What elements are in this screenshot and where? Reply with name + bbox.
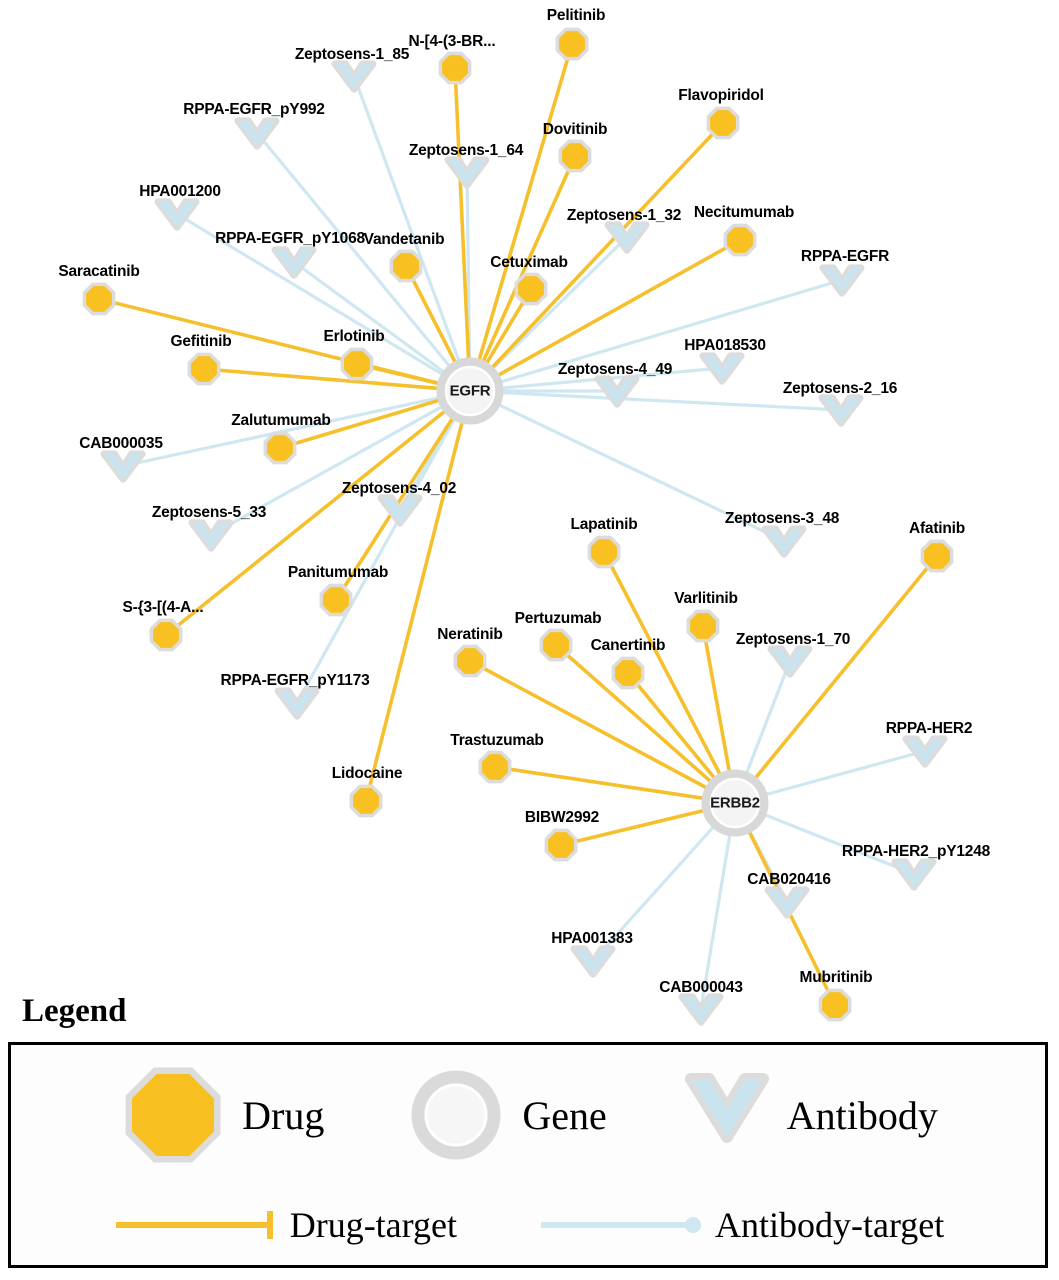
antibody-node-icon — [681, 1063, 773, 1167]
legend-title: Legend — [22, 993, 127, 1029]
legend-label-antibody: Antibody — [786, 1092, 938, 1138]
drug-node-label: Pelitinib — [546, 7, 606, 24]
drug-node[interactable] — [543, 632, 569, 658]
antibody-node-label: Zeptosens-3_48 — [724, 510, 840, 527]
drug-node[interactable] — [353, 788, 379, 814]
drug-node-label: BIBW2992 — [524, 809, 600, 826]
antibody-node-label: RPPA-EGFR_pY1173 — [220, 672, 370, 689]
legend-label-antibody-target: Antibody-target — [714, 1205, 945, 1245]
drug-node-label: Lidocaine — [331, 765, 403, 782]
antibody-node-label: HPA018530 — [684, 337, 766, 354]
legend-label-drug-target: Drug-target — [289, 1205, 457, 1245]
drug-node-label: S-{3-[(4-A... — [122, 599, 204, 616]
drug-node[interactable] — [559, 31, 585, 57]
antibody-node-label: RPPA-EGFR_pY1068 — [215, 230, 365, 247]
drug-node[interactable] — [690, 613, 716, 639]
drug-node-label: Zalutumumab — [231, 412, 331, 429]
antibody-node[interactable] — [771, 649, 809, 674]
drug-node[interactable] — [482, 754, 508, 780]
drug-node-label: Cetuximab — [490, 254, 568, 271]
drug-node-label: Necitumumab — [693, 204, 795, 221]
antibody-node[interactable] — [822, 398, 860, 423]
drug-node[interactable] — [393, 253, 419, 279]
antibody-node[interactable] — [765, 529, 803, 554]
legend-label-drug: Drug — [242, 1092, 325, 1138]
antibody-node-label: HPA001200 — [139, 183, 221, 200]
drug-node-label: Panitumumab — [287, 564, 389, 581]
antibody-node[interactable] — [238, 121, 276, 146]
antibody-node-label: CAB020416 — [747, 871, 831, 888]
antibody-node-label: HPA001383 — [551, 930, 633, 947]
drug-node[interactable] — [267, 435, 293, 461]
drug-node-label: Erlotinib — [323, 328, 385, 345]
drug-target-edge-icon — [112, 1205, 282, 1245]
drug-node-label: Pertuzumab — [514, 610, 602, 627]
legend-item-drug-target-edge — [112, 1204, 457, 1246]
drug-target-edge — [476, 44, 572, 370]
drug-node[interactable] — [191, 356, 217, 382]
antibody-node[interactable] — [335, 64, 373, 89]
drug-node[interactable] — [615, 660, 641, 686]
antibody-target-edge — [297, 410, 459, 703]
gene-node-label: EGFR — [449, 382, 491, 400]
drug-node[interactable] — [924, 543, 950, 569]
antibody-target-edge — [354, 76, 462, 370]
legend-label-gene: Gene — [522, 1092, 607, 1138]
antibody-node-label: Zeptosens-4_49 — [557, 361, 673, 378]
antibody-node[interactable] — [823, 268, 861, 293]
legend-box — [8, 1042, 1048, 1268]
drug-node-label: Neratinib — [437, 626, 503, 643]
drug-node-label: Afatinib — [908, 520, 966, 537]
legend-item-antibody — [681, 1063, 938, 1167]
drug-node-label: Lapatinib — [570, 516, 638, 533]
antibody-node-label: Zeptosens-1_85 — [294, 46, 410, 63]
antibody-node[interactable] — [608, 225, 646, 250]
drug-node[interactable] — [153, 622, 179, 648]
drug-target-edge — [749, 556, 937, 786]
gene-node-icon — [404, 1063, 508, 1167]
antibody-node[interactable] — [192, 523, 230, 548]
drug-node[interactable] — [710, 110, 736, 136]
drug-node-label: Dovitinib — [542, 121, 608, 138]
drug-node-label: Mubritinib — [799, 969, 873, 986]
drug-node[interactable] — [323, 587, 349, 613]
drug-node[interactable] — [548, 832, 574, 858]
drug-node[interactable] — [591, 539, 617, 565]
antibody-node-label: CAB000043 — [659, 979, 743, 996]
antibody-node-label: Zeptosens-1_32 — [566, 207, 682, 224]
antibody-target-edge — [756, 751, 925, 797]
drug-node[interactable] — [822, 992, 848, 1018]
antibody-node[interactable] — [906, 739, 944, 764]
antibody-node[interactable] — [895, 862, 933, 887]
legend-item-drug — [118, 1060, 324, 1170]
drug-node-label: N-[4-(3-BR... — [408, 33, 496, 50]
drug-node-icon — [118, 1060, 228, 1170]
antibody-node[interactable] — [278, 691, 316, 716]
antibody-node[interactable] — [703, 356, 741, 381]
drug-node[interactable] — [86, 286, 112, 312]
antibody-node-label: RPPA-EGFR_pY992 — [183, 101, 325, 118]
antibody-node-label: Zeptosens-5_33 — [151, 504, 267, 521]
antibody-node[interactable] — [104, 454, 142, 479]
drug-node-label: Varlitinib — [674, 590, 738, 607]
drug-node-label: Gefitinib — [170, 333, 232, 350]
legend-item-gene — [404, 1063, 606, 1167]
antibody-node-label: RPPA-HER2 — [885, 720, 973, 737]
antibody-node-label: Zeptosens-1_64 — [408, 142, 524, 159]
gene-node-label: ERBB2 — [710, 794, 760, 812]
drug-node[interactable] — [518, 276, 544, 302]
drug-node-label: Flavopiridol — [678, 87, 764, 104]
drug-node[interactable] — [442, 55, 468, 81]
antibody-node-label: Zeptosens-1_70 — [735, 631, 851, 648]
drug-node[interactable] — [727, 227, 753, 253]
drug-node-label: Vandetanib — [363, 231, 445, 248]
drug-node-label: Trastuzumab — [450, 732, 544, 749]
legend-item-antibody-target-edge — [537, 1204, 944, 1246]
drug-node[interactable] — [562, 143, 588, 169]
drug-node-label: Canertinib — [590, 637, 666, 654]
antibody-node-label: CAB000035 — [79, 435, 163, 452]
drug-target-edge — [703, 626, 731, 781]
antibody-node[interactable] — [448, 160, 486, 185]
drug-target-edge — [204, 369, 448, 389]
antibody-target-edge-icon — [537, 1205, 707, 1245]
drug-node-label: Saracatinib — [58, 263, 140, 280]
drug-node[interactable] — [344, 351, 370, 377]
antibody-node[interactable] — [768, 890, 806, 915]
antibody-node-label: Zeptosens-4_02 — [341, 480, 457, 497]
antibody-node-label: RPPA-HER2_pY1248 — [841, 843, 991, 860]
antibody-node-label: Zeptosens-2_16 — [782, 380, 898, 397]
drug-node[interactable] — [457, 648, 483, 674]
antibody-node-label: RPPA-EGFR — [800, 248, 890, 265]
antibody-node[interactable] — [574, 949, 612, 974]
